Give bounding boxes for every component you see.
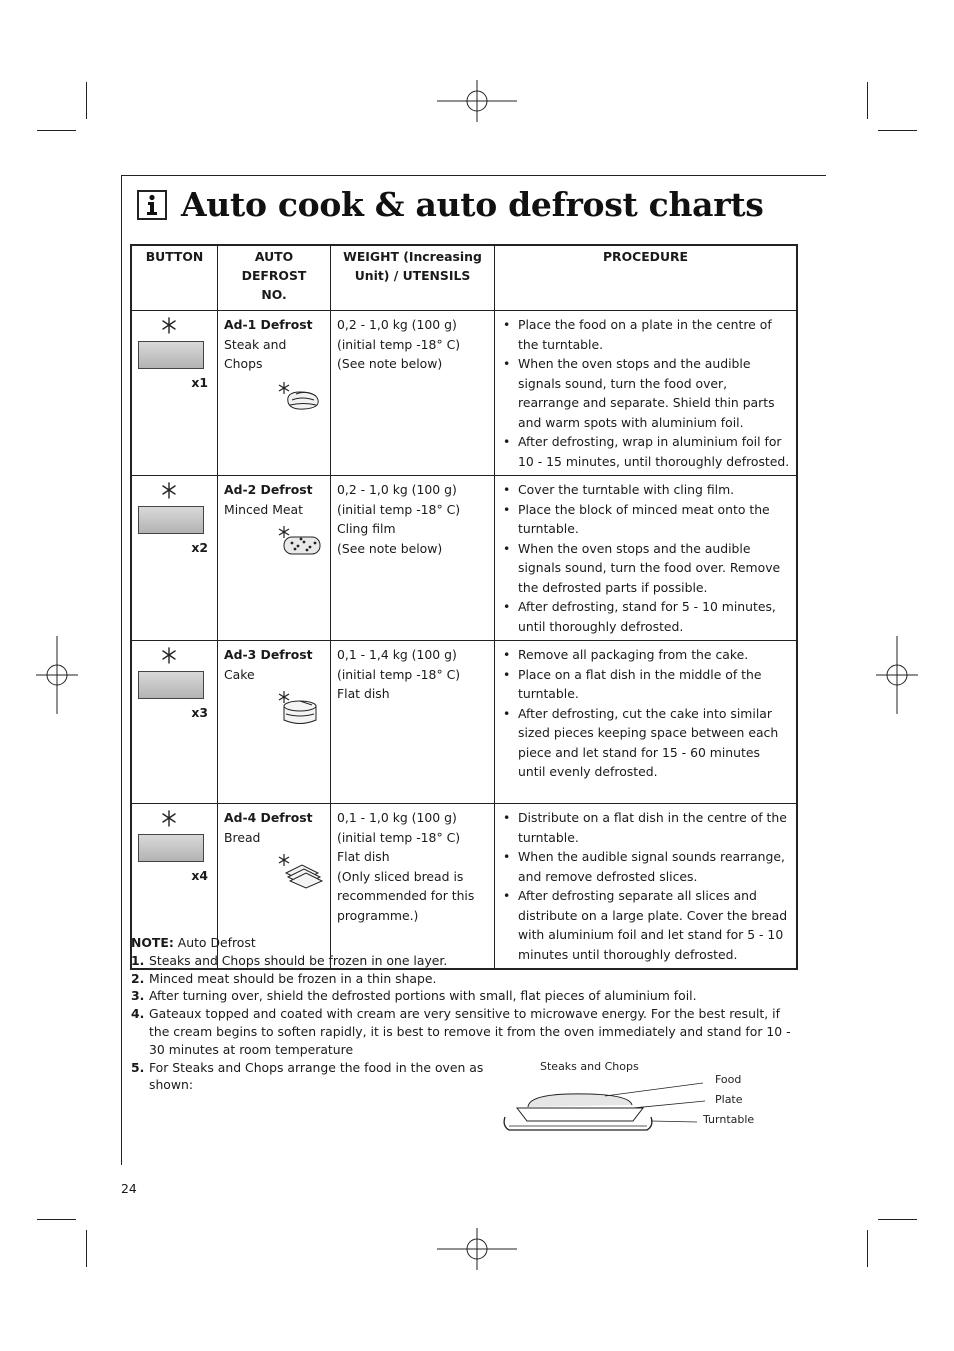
- procedure-cell: [495, 476, 798, 641]
- header-program: [218, 245, 331, 311]
- plate-shape: [517, 1108, 643, 1121]
- leader-line: [605, 1083, 703, 1096]
- weight-cell: [331, 641, 495, 804]
- note-text: Minced meat should be frozen in a thin shape.: [149, 970, 437, 986]
- procedure-step: • When the audible signal sounds rearrange, and remove defrosted slices.: [501, 847, 790, 886]
- button-cell: [131, 311, 218, 476]
- weight-line: 0,2 - 1,0 kg (100 g): [337, 317, 457, 332]
- defrost-snowflake-icon: [161, 647, 177, 671]
- page-header: [137, 185, 764, 224]
- weight-line: (initial temp -18° C): [337, 501, 461, 517]
- table-row: [131, 641, 797, 804]
- press-count: x4: [191, 868, 208, 883]
- defrost-snowflake-icon: [161, 810, 177, 834]
- note-item: [131, 970, 801, 988]
- note-text: After turning over, shield the defrosted portions with small, flat pieces of aluminium foil.: [149, 988, 697, 1004]
- button-cell: [131, 476, 218, 641]
- procedure-step: • After defrosting, stand for 5 - 10 minutes, until thoroughly defrosted.: [501, 597, 790, 636]
- info-icon: [137, 190, 167, 220]
- note-text: Gateaux topped and coated with cream are very sensitive to microwave energy. For the best result, if the cream begins to soften rapidly, it is best to remove it from the oven immediately and stand for 10 - 30 minutes at room temperature: [149, 1006, 791, 1057]
- program-name: Ad-4 Defrost: [224, 810, 313, 825]
- program-food: Steak and Chops: [224, 336, 287, 371]
- note-text: For Steaks and Chops arrange the food in the oven as shown:: [149, 1059, 484, 1093]
- bread-icon: [278, 853, 324, 895]
- leader-line: [633, 1101, 705, 1108]
- cake-icon: [278, 690, 324, 734]
- press-count: x1: [191, 375, 208, 390]
- registration-mark-icon: [437, 80, 517, 122]
- program-food: Bread: [224, 829, 261, 845]
- registration-mark-icon: [36, 636, 78, 714]
- food-shape: [528, 1094, 632, 1107]
- registration-mark-icon: [437, 1228, 517, 1270]
- procedure-list: [501, 480, 790, 636]
- procedure-step: • Place on a flat dish in the middle of the turntable.: [501, 665, 790, 704]
- note-number: 4.: [131, 1006, 145, 1022]
- procedure-step: • Distribute on a flat dish in the centre of the turntable.: [501, 808, 790, 847]
- weight-cell: [331, 311, 495, 476]
- weight-line: 0,1 - 1,4 kg (100 g): [337, 647, 457, 662]
- program-cell: [218, 311, 331, 476]
- procedure-step: • Place the block of minced meat onto the turntable.: [501, 500, 790, 539]
- table-row: [131, 311, 797, 476]
- title-rule: [121, 175, 826, 176]
- weight-line: (initial temp -18° C): [337, 829, 461, 845]
- procedure-step: • When the oven stops and the audible signals sound, turn the food over. Remove the defrosted parts if possible.: [501, 539, 790, 598]
- program-cell: [218, 476, 331, 641]
- procedure-cell: [495, 641, 798, 804]
- program-name: Ad-3 Defrost: [224, 647, 313, 662]
- defrost-snowflake-icon: [161, 482, 177, 506]
- program-cell: [218, 641, 331, 804]
- crop-mark: [37, 1219, 76, 1220]
- program-food: Cake: [224, 666, 255, 682]
- note-number: 2.: [131, 970, 145, 986]
- procedure-step: • After defrosting separate all slices and distribute on a large plate. Cover the bread with aluminium foil and let stand for 5 - 10 minutes until thoroughly defrosted.: [501, 886, 790, 964]
- table-row: [131, 476, 797, 641]
- weight-line: (See note below): [337, 540, 443, 556]
- leader-line: [651, 1121, 697, 1122]
- crop-mark: [878, 130, 917, 131]
- minced-meat-icon: [278, 525, 324, 565]
- procedure-list: [501, 315, 790, 471]
- header-weight-line: Unit) / UTENSILS: [354, 268, 471, 283]
- note-item: [131, 1005, 801, 1058]
- auto-defrost-button[interactable]: [138, 834, 204, 862]
- auto-defrost-button[interactable]: [138, 671, 204, 699]
- crop-mark: [867, 1230, 868, 1267]
- auto-defrost-button[interactable]: [138, 506, 204, 534]
- weight-line: programme.): [337, 907, 419, 923]
- crop-mark: [37, 130, 76, 131]
- note-item: [131, 987, 801, 1005]
- weight-line: (Only sliced bread is: [337, 868, 464, 884]
- note-number: 1.: [131, 952, 145, 968]
- weight-line: (initial temp -18° C): [337, 336, 461, 352]
- procedure-step: • Remove all packaging from the cake.: [501, 645, 790, 665]
- note-item: [131, 952, 801, 970]
- program-name: Ad-2 Defrost: [224, 482, 313, 497]
- note-heading: Auto Defrost: [177, 935, 256, 950]
- note-number: 3.: [131, 988, 145, 1004]
- note-label: NOTE:: [131, 935, 174, 950]
- procedure-step: • Cover the turntable with cling film.: [501, 480, 790, 500]
- weight-line: Cling film: [337, 521, 396, 536]
- press-count: x2: [191, 540, 208, 555]
- header-button: BUTTON: [131, 245, 218, 311]
- weight-line: (initial temp -18° C): [337, 666, 461, 682]
- note-number: 5.: [131, 1059, 145, 1075]
- procedure-step: • After defrosting, wrap in aluminium foil for 10 - 15 minutes, until thoroughly defrosted.: [501, 432, 790, 471]
- diagram-label-plate: Plate: [715, 1093, 743, 1106]
- weight-line: 0,2 - 1,0 kg (100 g): [337, 482, 457, 497]
- diagram-caption: Steaks and Chops: [540, 1060, 639, 1073]
- defrost-chart-table: [130, 244, 798, 970]
- program-food: Minced Meat: [224, 501, 303, 517]
- weight-line: 0,1 - 1,0 kg (100 g): [337, 810, 457, 825]
- procedure-list: [501, 645, 790, 782]
- header-weight-line: WEIGHT (Increasing: [343, 249, 482, 264]
- procedure-step: • After defrosting, cut the cake into similar sized pieces keeping space between each piece and let stand for 15 - 60 minutes until evenly defrosted.: [501, 704, 790, 782]
- crop-mark: [878, 1219, 917, 1220]
- defrost-snowflake-icon: [161, 317, 177, 341]
- header-program-line: NO.: [261, 287, 287, 302]
- steak-chops-icon: [278, 380, 324, 420]
- crop-mark: [867, 82, 868, 119]
- auto-defrost-button[interactable]: [138, 341, 204, 369]
- header-program-line: AUTO DEFROST: [241, 249, 307, 283]
- weight-line: (See note below): [337, 356, 443, 371]
- crop-mark: [86, 1230, 87, 1267]
- header-procedure: PROCEDURE: [495, 245, 798, 311]
- page-number: 24: [121, 1181, 137, 1196]
- weight-cell: [331, 476, 495, 641]
- program-name: Ad-1 Defrost: [224, 317, 313, 332]
- procedure-step: • Place the food on a plate in the centre of the turntable.: [501, 315, 790, 354]
- button-cell: [131, 641, 218, 804]
- weight-line: Flat dish: [337, 686, 390, 701]
- table-header-row: [131, 245, 797, 311]
- crop-mark: [86, 82, 87, 119]
- weight-line: Flat dish: [337, 849, 390, 864]
- left-margin-rule: [121, 175, 122, 1165]
- registration-mark-icon: [876, 636, 918, 714]
- procedure-cell: [495, 311, 798, 476]
- steaks-chops-diagram: [495, 1058, 765, 1142]
- diagram-label-food: Food: [715, 1073, 742, 1086]
- diagram-label-turntable: Turntable: [703, 1113, 755, 1126]
- weight-line: recommended for this: [337, 888, 475, 903]
- page-title: Auto cook & auto defrost charts: [181, 185, 764, 224]
- procedure-step: • When the oven stops and the audible signals sound, turn the food over, rearrange and separate. Shield thin parts and warm spots with aluminium foil.: [501, 354, 790, 432]
- header-weight: [331, 245, 495, 311]
- press-count: x3: [191, 705, 208, 720]
- note-text: Steaks and Chops should be frozen in one layer.: [149, 952, 448, 968]
